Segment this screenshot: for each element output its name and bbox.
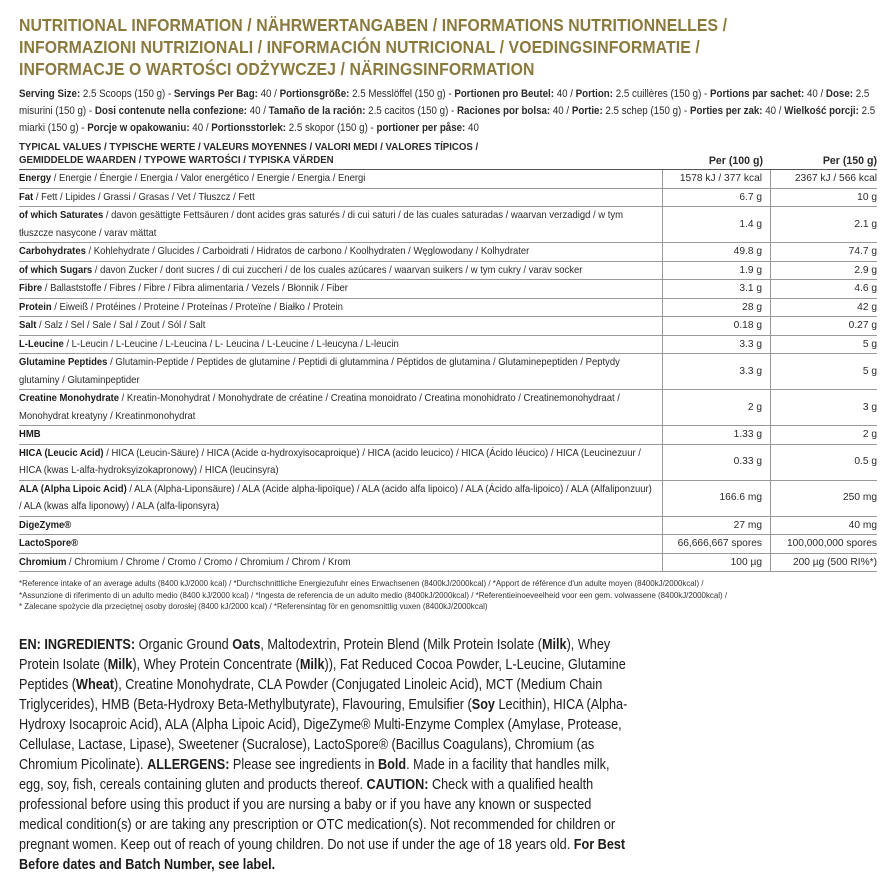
serving-value: 2.5 cacitos (150 g) - bbox=[365, 105, 458, 117]
serving-key: Dosi contenute nella confezione: bbox=[94, 105, 248, 117]
value-per-150g: 42 g bbox=[857, 301, 877, 313]
nutrient-label bbox=[19, 354, 663, 389]
title-line: NUTRITIONAL INFORMATION / NÄHRWERTANGABEN / INFORMATIONS NUTRITIONNELLES / bbox=[19, 15, 728, 35]
table-body bbox=[19, 170, 877, 572]
nutrient-translations: / Energie / Énergie / Energia / Valor energético / Energie / Energia / Energi bbox=[51, 173, 366, 184]
value-per-150g: 4.6 g bbox=[854, 283, 877, 294]
value-per-150g: 2 g bbox=[862, 429, 877, 440]
nutrient-label bbox=[19, 170, 663, 188]
serving-key: Tamaño de la ración: bbox=[268, 105, 366, 117]
table-row bbox=[19, 262, 877, 281]
serving-value: 40 / bbox=[762, 105, 785, 117]
value-per-100g: 3.3 g bbox=[663, 354, 771, 389]
value-per-150g: 3 g bbox=[862, 401, 877, 413]
nutrient-label bbox=[19, 445, 663, 480]
nutrient-name: Creatine Monohydrate bbox=[19, 393, 120, 404]
serving-key: Wielkość porcji: bbox=[784, 105, 859, 117]
value-per-100g: 100 µg bbox=[663, 554, 771, 572]
serving-value: 40 / bbox=[257, 88, 280, 100]
table-header bbox=[19, 141, 877, 170]
ingredients-text: ), Creatine Monohydrate, CLA Powder (Conjugated Linoleic Acid), MCT (Medium Chain Triglycerides), HMB (Beta-Hydroxy Beta-Methylbutyrate), Flavouring, Emulsifier ( bbox=[19, 676, 603, 713]
serving-value: 2.5 miarki (150 g) - bbox=[19, 105, 876, 134]
ingredients-bold-text: Milk bbox=[541, 636, 567, 653]
value-per-150g: 5 g bbox=[862, 338, 877, 350]
ingredients-text: Lecithin), HICA (Alpha-Hydroxy Isocaproic Acid), ALA (Alpha Lipoic Acid), DigeZyme® Multi-Enzyme Complex (Amylase, Protease, Cellulase, Lactase, Lipase), Sweetener (Sucralose), LactoSpore® (Bacillus Coagulans), Chromium (as Chromium Picolinate). bbox=[19, 696, 628, 773]
value-per-150g: 40 mg bbox=[848, 519, 877, 531]
nutrition-table bbox=[19, 141, 877, 572]
serving-key: Portie: bbox=[571, 105, 603, 117]
serving-key: Portionsstorlek: bbox=[211, 122, 287, 134]
value-per-150g: 200 µg (500 RI%*) bbox=[792, 556, 877, 568]
table-row bbox=[19, 243, 877, 262]
ingredients-text: Check with a qualified health professional before using this product if you are nursing a baby or if you have any known or suspected medical condition(s) or are taking any prescription or OTC medication(s). Not recommended for children or pregnant women. Keep out of reach of young children. Do not use if under the age of 18 years old. bbox=[19, 776, 616, 853]
value-per-150g: 2367 kJ / 566 kcal bbox=[794, 173, 877, 184]
title-line: INFORMAZIONI NUTRIZIONALI / INFORMACIÓN NUTRICIONAL / VOEDINGSINFORMATIE / bbox=[19, 37, 700, 57]
nutrient-label bbox=[19, 517, 663, 535]
value-per-100g: 6.7 g bbox=[663, 189, 771, 207]
table-row bbox=[19, 299, 877, 318]
nutrient-label bbox=[19, 317, 663, 335]
table-row bbox=[19, 170, 877, 189]
nutrient-name: Salt bbox=[19, 320, 37, 331]
table-row bbox=[19, 517, 877, 536]
value-per-100g: 2 g bbox=[663, 390, 771, 425]
value-per-100g: 28 g bbox=[663, 299, 771, 317]
table-row bbox=[19, 554, 877, 573]
nutrient-name: of which Sugars bbox=[19, 264, 93, 276]
nutrient-name: Chromium bbox=[19, 556, 67, 568]
table-row bbox=[19, 207, 877, 243]
serving-key: Dose: bbox=[825, 88, 853, 100]
value-per-100g: 66,666,667 spores bbox=[663, 535, 771, 553]
serving-value: 2.5 cuillères (150 g) - bbox=[613, 88, 710, 100]
value-per-150g: 5 g bbox=[862, 365, 877, 377]
nutrient-label bbox=[19, 243, 663, 261]
nutrient-translations: / Kohlehydrate / Glucides / Carboidrati / Hidratos de carbono / Koolhydraten / Węglowodany / Kolhydrater bbox=[85, 246, 530, 257]
footnote-line: *Assunzione di riferimento di un adulto medio (8400 kJ/2000 kcal) / *Ingesta de referencia de un adulto medio (8400kJ/2000kcal) / *Referentieinoeveelheid voor een gem. volwassene (8400kJ/2000kcal) / bbox=[19, 589, 728, 600]
ingredients-block bbox=[19, 635, 635, 875]
value-per-100g: 0.33 g bbox=[663, 445, 771, 480]
serving-value: 2.5 misurini (150 g) - bbox=[19, 88, 870, 117]
serving-value: 2.5 skopor (150 g) - bbox=[286, 122, 377, 134]
serving-key: Serving Size: bbox=[19, 88, 81, 100]
nutrient-translations: / L-Leucin / L-Leucine / L-Leucina / L- Leucina / L-Leucine / L-leucyna / L-leucin bbox=[63, 338, 399, 350]
ingredients-text: ), Whey Protein Concentrate ( bbox=[132, 656, 300, 673]
serving-value: 40 / bbox=[804, 88, 826, 100]
ingredients-bold-text: ALLERGENS: bbox=[147, 756, 230, 773]
value-per-150g: 74.7 g bbox=[848, 246, 877, 257]
value-per-100g: 3.3 g bbox=[663, 336, 771, 354]
value-per-100g: 27 mg bbox=[663, 517, 771, 535]
nutrient-name: HICA (Leucic Acid) bbox=[19, 447, 104, 459]
header-label bbox=[19, 141, 663, 167]
title-line: INFORMACJE O WARTOŚCI ODŻYWCZEJ / NÄRINGSINFORMATION bbox=[19, 59, 535, 79]
serving-key: Porties per zak: bbox=[689, 105, 763, 117]
ingredients-text: , Maltodextrin, Protein Blend (Milk Protein Isolate ( bbox=[260, 636, 542, 653]
nutrient-translations: / Chromium / Chrome / Cromo / Cromo / Chromium / Chrom / Krom bbox=[66, 556, 351, 568]
value-per-150g: 2.9 g bbox=[854, 264, 877, 276]
nutrient-translations: / Eiweiß / Protéines / Proteine / Proteínas / Proteïne / Białko / Protein bbox=[51, 301, 343, 313]
value-per-100g: 0.18 g bbox=[663, 317, 771, 335]
nutrient-name: L-Leucine bbox=[19, 338, 64, 350]
value-per-150g: 10 g bbox=[857, 191, 877, 203]
serving-value: 40 bbox=[465, 122, 479, 134]
table-row bbox=[19, 189, 877, 208]
value-per-100g: 1.4 g bbox=[663, 207, 771, 242]
nutrient-name: of which Saturates bbox=[19, 210, 104, 221]
serving-value: 40 / bbox=[247, 105, 269, 117]
nutrient-label bbox=[19, 336, 663, 354]
value-per-100g: 166.6 mg bbox=[663, 481, 771, 516]
column-header-150g: Per (150 g) bbox=[822, 155, 877, 167]
nutrient-label bbox=[19, 426, 663, 444]
table-row bbox=[19, 280, 877, 299]
nutrient-name: LactoSpore® bbox=[19, 538, 79, 549]
nutrient-translations: / Kreatin-Monohydrat / Monohydrate de créatine / Creatina monoidrato / Creatina monohidrato / Creatinemonohydraat / Monohydrat kreatyny / Kreatinmonohydrat bbox=[19, 393, 620, 422]
label-page bbox=[19, 14, 877, 875]
nutrient-name: Fibre bbox=[19, 283, 43, 294]
ingredients-text: Please see ingredients in bbox=[229, 756, 378, 773]
value-per-150g: 0.5 g bbox=[854, 456, 877, 468]
column-header-100g: Per (100 g) bbox=[708, 155, 763, 167]
table-row bbox=[19, 445, 877, 481]
ingredients-text: . Made in a facility that handles milk, egg, soy, fish, cereals containing gluten and products thereof. bbox=[19, 756, 610, 793]
ingredients-bold-text: CAUTION: bbox=[366, 776, 429, 793]
serving-key: Portion: bbox=[575, 88, 614, 100]
serving-key: Servings Per Bag: bbox=[173, 88, 258, 100]
nutrient-name: Fat bbox=[19, 191, 34, 203]
nutrient-label bbox=[19, 189, 663, 207]
table-row bbox=[19, 535, 877, 554]
serving-value: 2.5 schep (150 g) - bbox=[602, 105, 690, 117]
footnotes bbox=[19, 578, 879, 613]
value-per-100g: 1.9 g bbox=[663, 262, 771, 280]
serving-key: Portionsgröße: bbox=[279, 88, 350, 100]
ingredients-bold-text: Milk bbox=[107, 656, 133, 673]
nutrient-translations: / Fett / Lipides / Grassi / Grasas / Vet / Tłuszcz / Fett bbox=[33, 191, 255, 203]
ingredients-bold-text: Milk bbox=[299, 656, 325, 673]
ingredients-bold-text: Bold bbox=[377, 756, 407, 773]
header-line: TYPICAL VALUES / TYPISCHE WERTE / VALEURS MOYENNES / VALORI MEDI / VALORES TÍPICOS / bbox=[19, 142, 479, 153]
ingredients-text: )), Fat Reduced Cocoa Powder, L-Leucine, Glutamine Peptides ( bbox=[19, 656, 626, 693]
value-per-100g: 1578 kJ / 377 kcal bbox=[663, 170, 771, 188]
nutrient-label bbox=[19, 280, 663, 298]
value-per-150g: 100,000,000 spores bbox=[786, 538, 877, 549]
footnote-line: *Reference intake of an average adults (8400 kJ/2000 kcal) / *Durchschnittliche Energiezufuhr eines Erwachsenen (8400kJ/2000kcal) / *Apport de référence d'un adulte moyen (8400kJ/2000kcal) / bbox=[19, 578, 704, 588]
nutrient-label bbox=[19, 207, 663, 242]
ingredients-bold-text: Soy bbox=[471, 696, 495, 713]
value-per-100g: 3.1 g bbox=[663, 280, 771, 298]
nutrient-label bbox=[19, 481, 663, 516]
ingredients-bold-text: For Best Before dates and Batch Number, see label. bbox=[19, 836, 626, 873]
table-row bbox=[19, 426, 877, 445]
table-row bbox=[19, 481, 877, 517]
table-row bbox=[19, 354, 877, 390]
nutrient-name: DigeZyme® bbox=[19, 519, 72, 531]
ingredients-bold-text: EN: INGREDIENTS: bbox=[19, 636, 136, 653]
nutrition-title bbox=[19, 14, 875, 80]
serving-key: Porcje w opakowaniu: bbox=[87, 122, 190, 134]
nutrient-label bbox=[19, 299, 663, 317]
serving-value: 40 / bbox=[550, 105, 572, 117]
serving-value: 2.5 Messlöffel (150 g) - bbox=[349, 88, 455, 100]
nutrient-name: Carbohydrates bbox=[19, 246, 86, 257]
serving-key: Portions par sachet: bbox=[709, 88, 805, 100]
nutrient-label bbox=[19, 390, 663, 425]
nutrient-translations: / ALA (Alpha-Liponsäure) / ALA (Acide alpha-lipoïque) / ALA (acido alfa lipoico) / ALA (Ácido alfa-lipoico) / ALA (Alfaliponzuur) / ALA (kwas alfa liponowy) / ALA (alfa-liponsyra) bbox=[19, 483, 652, 512]
ingredients-text: ), Whey Protein Isolate ( bbox=[19, 636, 611, 673]
serving-info bbox=[19, 86, 879, 137]
table-row bbox=[19, 336, 877, 355]
serving-value: 40 / bbox=[553, 88, 576, 100]
nutrient-label bbox=[19, 554, 663, 572]
value-per-100g: 49.8 g bbox=[663, 243, 771, 261]
header-line: GEMIDDELDE WAARDEN / TYPOWE WARTOŚCI / TYPISKA VÄRDEN bbox=[19, 155, 334, 166]
serving-key: portioner per påse: bbox=[376, 122, 466, 134]
serving-value: 2.5 Scoops (150 g) - bbox=[80, 88, 174, 100]
serving-value: 40 / bbox=[189, 122, 212, 134]
ingredients-bold-text: Wheat bbox=[76, 676, 115, 693]
value-per-150g: 250 mg bbox=[843, 492, 877, 504]
value-per-100g: 1.33 g bbox=[663, 426, 771, 444]
nutrient-name: Energy bbox=[19, 173, 52, 184]
nutrient-translations: / davon gesättigte Fettsäuren / dont acides gras saturés / di cui saturi / de las cuales saturadas / waarvan verzadigd / w tym tłuszcze nasycone / varav mättat bbox=[19, 210, 624, 239]
nutrient-label bbox=[19, 535, 663, 553]
ingredients-text: Organic Ground bbox=[135, 636, 233, 653]
nutrient-name: ALA (Alpha Lipoic Acid) bbox=[19, 483, 127, 495]
serving-key: Portionen pro Beutel: bbox=[454, 88, 554, 100]
nutrient-name: HMB bbox=[19, 429, 41, 440]
table-row bbox=[19, 390, 877, 426]
nutrient-translations: / Glutamin-Peptide / Peptides de glutamine / Peptidi di glutammina / Péptidos de glutamina / Glutaminepeptiden / Peptydy glutaminy / Glutaminpeptider bbox=[19, 357, 620, 386]
nutrient-translations: / Salz / Sel / Sale / Sal / Zout / Sól / Salt bbox=[36, 320, 206, 331]
nutrient-translations: / davon Zucker / dont sucres / di cui zuccheri / de los cuales azúcares / waarvan suikers / w tym cukry / varav socker bbox=[92, 264, 583, 276]
table-row bbox=[19, 317, 877, 336]
nutrient-translations: / HICA (Leucin-Säure) / HICA (Acide α-hydroxyisocaproique) / HICA (acido leucico) / HICA (Ácido léucico) / HICA (Leucinezuur / HICA (kwas L-alfa-hydroksyizokapronowy) / HICA (leucinsyra) bbox=[19, 447, 641, 476]
nutrient-name: Protein bbox=[19, 301, 52, 313]
nutrient-name: Glutamine Peptides bbox=[19, 357, 108, 368]
value-per-150g: 0.27 g bbox=[848, 320, 877, 331]
nutrient-label bbox=[19, 262, 663, 280]
value-per-150g: 2.1 g bbox=[854, 218, 877, 230]
ingredients-bold-text: Oats bbox=[232, 636, 261, 653]
serving-key: Raciones por bolsa: bbox=[457, 105, 551, 117]
nutrient-translations: / Ballaststoffe / Fibres / Fibre / Fibra alimentaria / Vezels / Błonnik / Fiber bbox=[42, 283, 348, 294]
footnote-line: * Zalecane spożycie dla przeciętnej osoby dorosłej (8400 kJ/2000 kcal) / *Referensintag för en genomsnittlig vuxen (8400kJ/2000kcal) bbox=[19, 601, 488, 611]
